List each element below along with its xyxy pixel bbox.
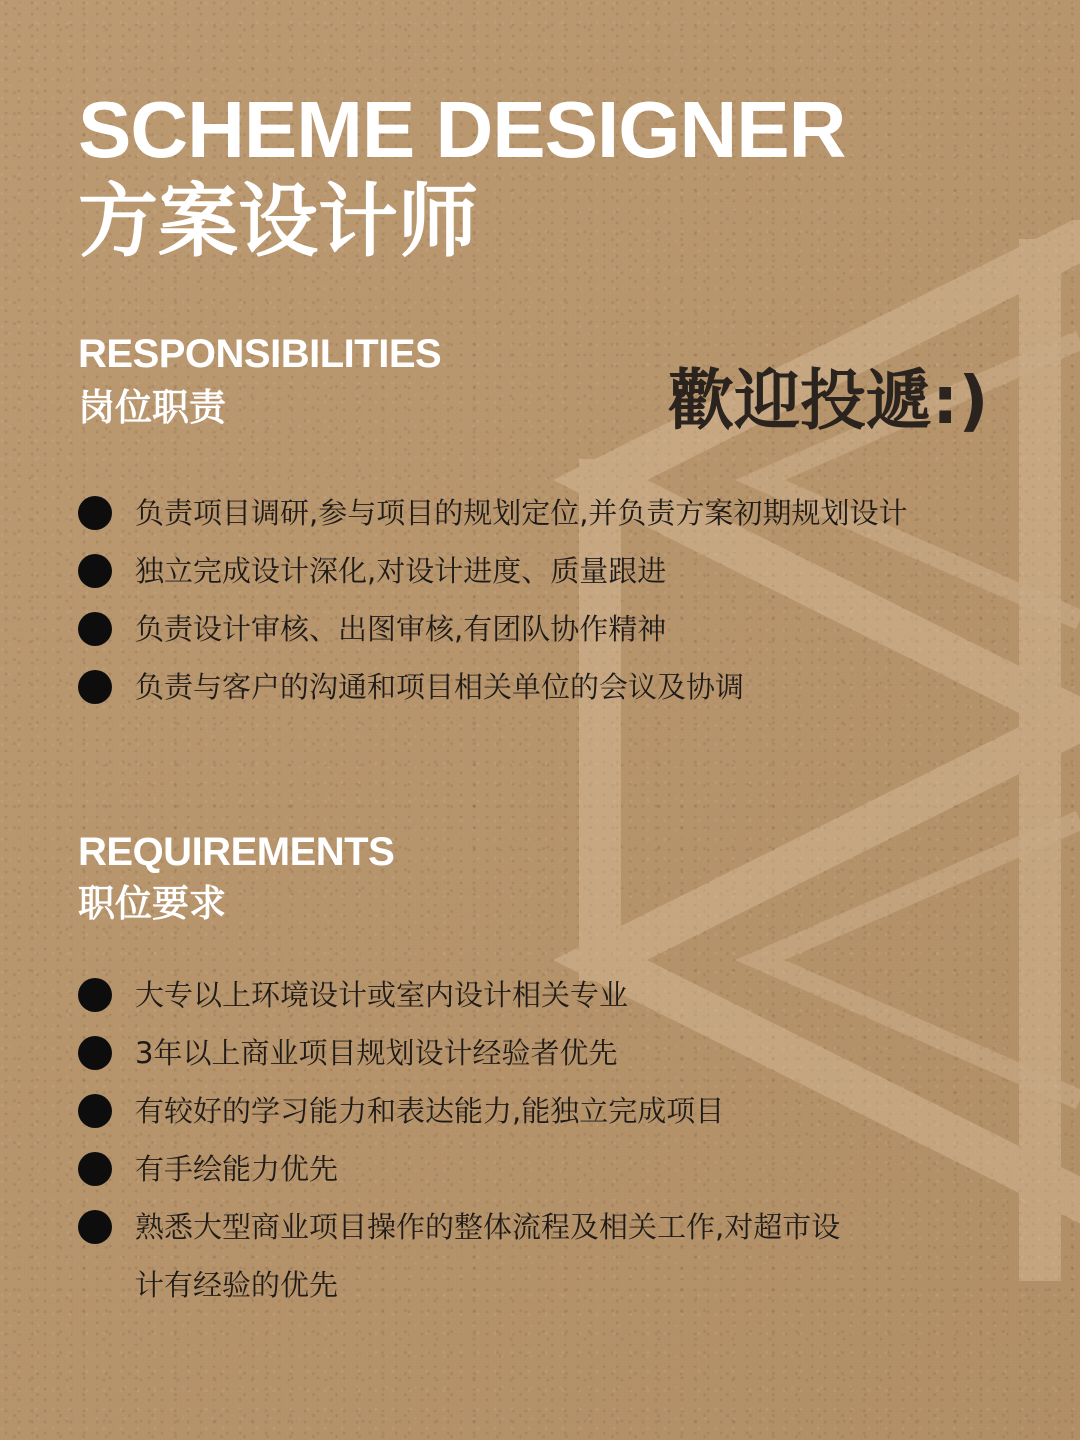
bullet-dot-icon [78, 496, 112, 530]
requirement-text: 大专以上环境设计或室内设计相关专业 [135, 978, 629, 1012]
requirement-item [78, 1198, 868, 1314]
requirements-heading-zh: 职位要求 [78, 882, 226, 925]
requirement-text: 有手绘能力优先 [135, 1152, 339, 1186]
requirements-heading-en: REQUIREMENTS [78, 830, 395, 874]
bullet-dot-icon [78, 670, 112, 704]
requirement-item [78, 1140, 868, 1198]
responsibility-item [78, 658, 907, 716]
requirement-text: 3年以上商业项目规划设计经验者优先 [135, 1036, 618, 1070]
requirement-item [78, 1024, 868, 1082]
requirement-text: 有较好的学习能力和表达能力,能独立完成项目 [135, 1094, 725, 1128]
bullet-dot-icon [78, 1210, 112, 1244]
requirement-item [78, 966, 868, 1024]
welcome-message: 歡迎投遞:) [668, 362, 989, 439]
responsibility-text: 负责项目调研,参与项目的规划定位,并负责方案初期规划设计 [135, 496, 908, 530]
job-title-zh: 方案设计师 [78, 175, 478, 268]
bullet-dot-icon [78, 1152, 112, 1186]
job-title-en: SCHEME DESIGNER [78, 85, 846, 174]
requirements-list [78, 966, 868, 1314]
responsibilities-heading-zh: 岗位职责 [78, 386, 226, 429]
responsibility-item [78, 600, 907, 658]
requirement-text: 熟悉大型商业项目操作的整体流程及相关工作,对超市设计有经验的优先 [135, 1210, 841, 1302]
responsibility-item [78, 542, 907, 600]
responsibilities-list [78, 484, 907, 716]
bullet-dot-icon [78, 612, 112, 646]
responsibility-text: 负责设计审核、出图审核,有团队协作精神 [135, 612, 667, 646]
bullet-dot-icon [78, 1094, 112, 1128]
bullet-dot-icon [78, 1036, 112, 1070]
bullet-dot-icon [78, 978, 112, 1012]
responsibility-item [78, 484, 907, 542]
responsibility-text: 独立完成设计深化,对设计进度、质量跟进 [135, 554, 667, 588]
bullet-dot-icon [78, 554, 112, 588]
responsibilities-heading-en: RESPONSIBILITIES [78, 332, 442, 376]
requirement-item [78, 1082, 868, 1140]
responsibility-text: 负责与客户的沟通和项目相关单位的会议及协调 [135, 670, 745, 704]
